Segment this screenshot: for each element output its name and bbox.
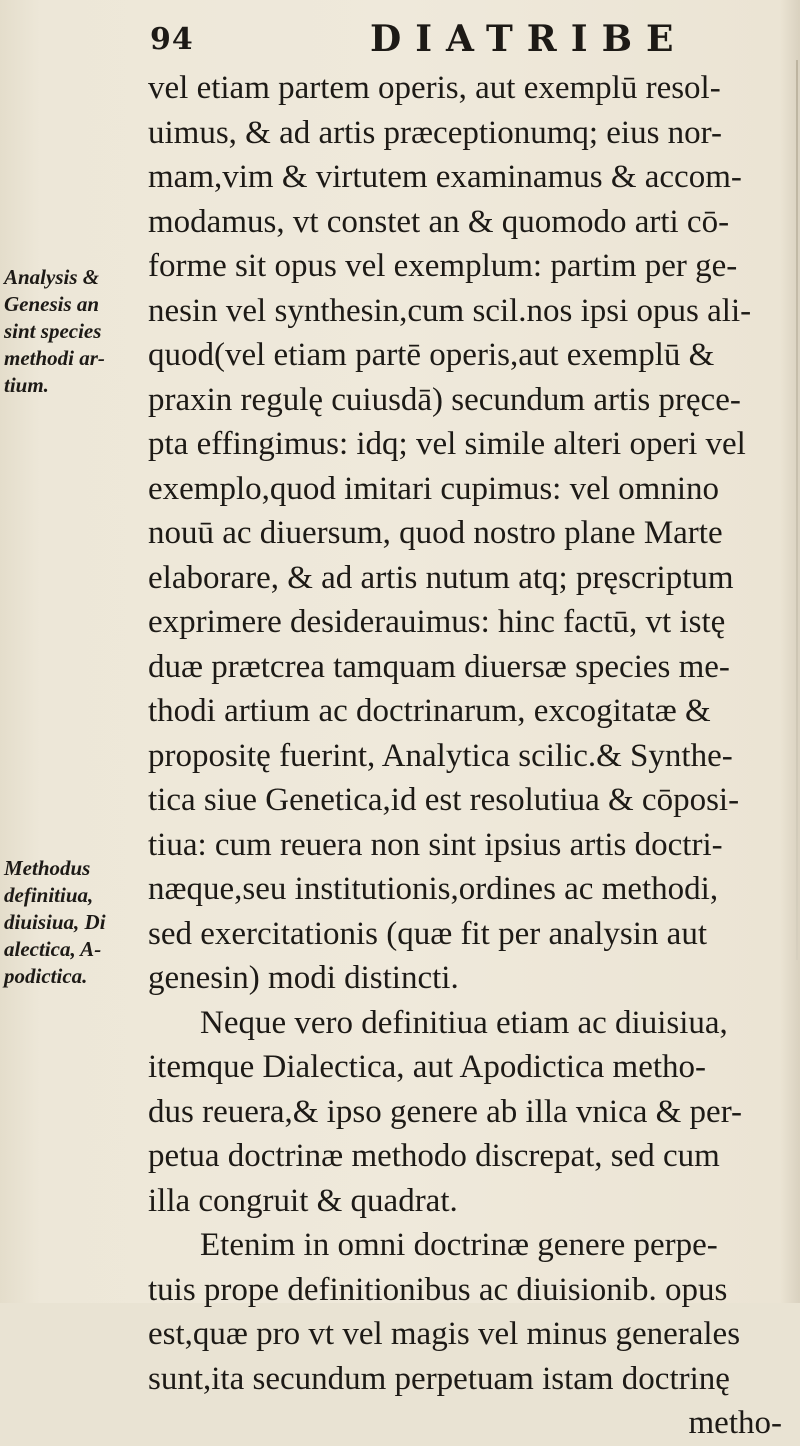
text-line: quod(vel etiam partē operis,aut exemplū & [148,337,715,373]
text-line: itemque Dialectica, aut Apodictica metho- [148,1049,707,1085]
text-line: tiua: cum reuera non sint ipsius artis doctri- [148,826,723,863]
margin-note-line: podictica. [4,964,88,988]
text-line: nesin vel synthesin,cum scil.nos ipsi opus ali- [148,292,752,329]
text-line: modamus, vt constet an & quomodo arti cō- [148,203,730,240]
text-line: tica siue Genetica,id est resolutiua & cōposi- [148,782,740,818]
text-line: exprimere desiderauimus: hinc factū, vt istę [148,604,726,640]
text-line: sed exercitationis (quæ fit per analysin aut [148,915,708,952]
body-text [148,66,790,1446]
text-line: næque,seu institutionis,ordines ac methodi, [148,871,719,907]
text-line: elaborare, & ad artis nutum atq; pręscriptum [148,559,734,596]
text-line: duæ prætcrea tamquam diuersæ species me- [148,648,730,685]
text-line: sunt,ita secundum perpetuam istam doctrinę [148,1360,730,1397]
margin-note-line: definitiua, [4,883,94,907]
page-edge-shadow [796,60,798,960]
page-header [0,16,800,66]
text-line: exemplo,quod imitari cupimus: vel omnino [148,470,720,507]
text-line: tuis prope definitionibus ac diuisionib. opus [148,1271,728,1308]
margin-note-line: Analysis & [4,265,100,289]
text-line: vel etiam partem operis, aut exemplū resol- [148,70,721,106]
text-line: propositę fuerint, Analytica scilic.& Synthe- [148,737,733,774]
margin-note-line: alectica, A- [4,937,102,961]
running-title: DIATRIBE [370,18,688,60]
margin-note-line: Methodus [4,856,91,880]
margin-note-line: Genesis an [4,292,100,316]
margin-note-line: sint species [4,319,102,343]
text-line: illa congruit & quadrat. [148,1182,458,1219]
text-line: mam,vim & virtutem examinamus & accom- [148,159,742,195]
text-line: praxin regulę cuiusdā) secundum artis pręce- [148,381,741,418]
text-line: Etenim in omni doctrinæ genere perpe- [200,1227,718,1263]
margin-note-line: diuisiua, Di [4,910,106,934]
text-line: uimus, & ad artis præceptionumq; eius nor- [148,114,723,151]
text-line: forme sit opus vel exemplum: partim per ge- [148,248,738,284]
text-line: nouū ac diuersum, quod nostro plane Marte [148,515,723,551]
margin-note-line: methodi ar- [4,346,105,370]
catchword: metho- [688,1405,782,1441]
text-line: Neque vero definitiua etiam ac diuisiua, [200,1004,728,1041]
margin-note-methodus [4,855,146,990]
page-number: 94 [150,22,194,57]
text-line: est,quæ pro vt vel magis vel minus generales [148,1316,741,1352]
margin-note-line: tium. [4,373,49,397]
text-line: pta effingimus: idq; vel simile alteri operi vel [148,426,746,462]
text-line: dus reuera,& ipso genere ab illa vnica & per- [148,1093,743,1130]
text-line: genesin) modi distincti. [148,960,459,996]
text-line: petua doctrinæ methodo discrepat, sed cum [148,1138,720,1174]
margin-note-analysis-genesis [4,264,146,399]
text-line: thodi artium ac doctrinarum, excogitatæ & [148,693,711,729]
